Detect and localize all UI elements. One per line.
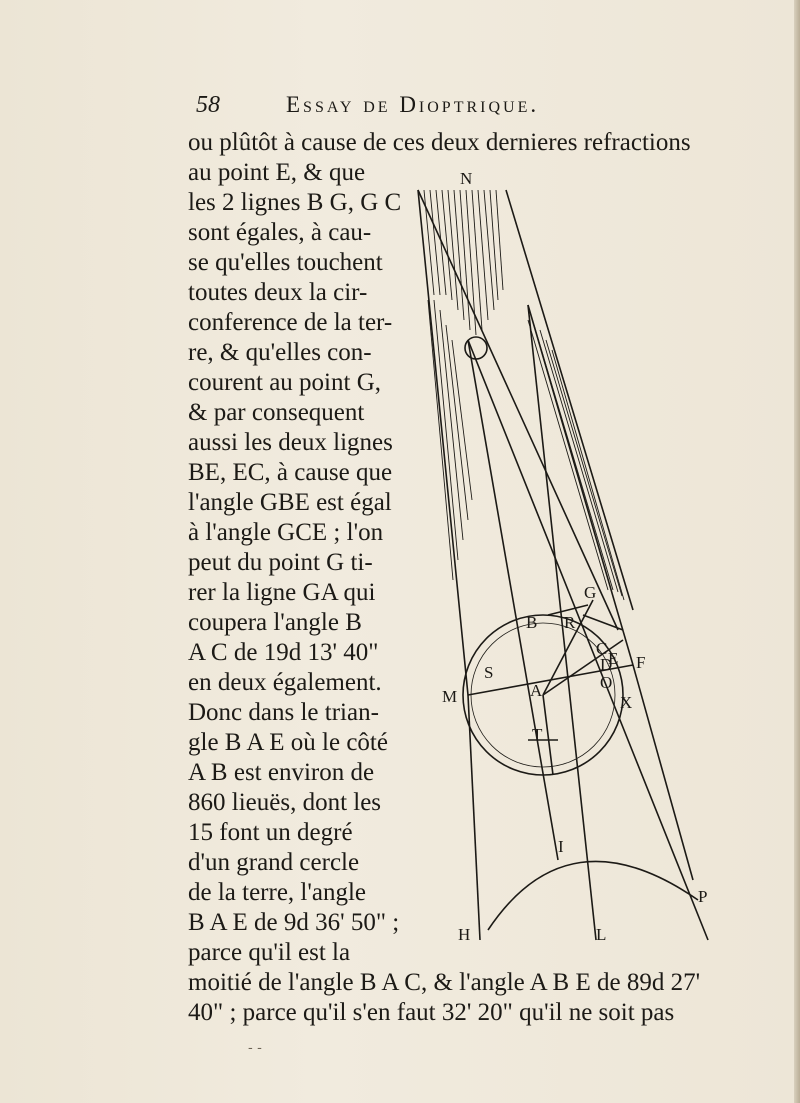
figure-svg (408, 160, 728, 960)
text-line: ou plûtôt à cause de ces deux dernieres refractions (188, 129, 691, 156)
lower-arc (488, 861, 698, 930)
text-line: rer la ligne GA qui (188, 579, 376, 606)
text-line: de la terre, l'angle (188, 879, 367, 906)
label-A: A (530, 681, 543, 700)
text-line: gle B A E où le côté (188, 729, 388, 756)
text-line: conference de la ter- (188, 309, 393, 336)
label-C: C (596, 639, 608, 658)
text-line: 40" ; parce qu'il s'en faut 32' 20" qu'il ne soit pas (188, 999, 675, 1026)
text-line: l'angle GBE est égal (188, 489, 392, 516)
text-line: se qu'elles touchent (188, 249, 383, 276)
text-line: Donc dans le trian- (188, 699, 379, 726)
text-line: d'un grand cercle (188, 849, 360, 876)
label-M: M (442, 687, 458, 706)
line-F-P (633, 665, 693, 880)
label-B: B (526, 613, 538, 632)
label-P: P (698, 887, 708, 906)
label-G: G (584, 583, 597, 602)
text-line: 860 lieuës, dont les (188, 789, 382, 816)
text-line: en deux également. (188, 669, 382, 696)
text-line: re, & qu'elles con- (188, 339, 372, 366)
text-line: A C de 19d 13' 40" (188, 639, 379, 666)
catchword: - - (248, 1040, 262, 1056)
sun-circle (465, 337, 487, 359)
text-line: BE, EC, à cause que (188, 459, 393, 486)
text-line: moitié de l'angle B A C, & l'angle A B E de 89d 27' (188, 969, 701, 996)
label-H: H (458, 925, 471, 944)
dioptric-figure (408, 160, 728, 960)
text-line: sont égales, à cau- (188, 219, 372, 246)
label-D: D (600, 655, 613, 674)
text-line: A B est environ de (188, 759, 375, 786)
text-line: peut du point G ti- (188, 549, 373, 576)
page-number: 58 (196, 92, 220, 118)
label-O: O (600, 673, 613, 692)
label-E: E (608, 649, 619, 668)
text-line: 15 font un degré (188, 819, 353, 846)
text-line: à l'angle GCE ; l'on (188, 519, 384, 546)
text-line: & par consequent (188, 399, 365, 426)
line-to-H (468, 695, 480, 940)
label-L: L (596, 925, 607, 944)
label-X: X (620, 693, 633, 712)
page-edge (794, 0, 800, 1103)
label-S: S (484, 663, 494, 682)
text-line: coupera l'angle B (188, 609, 362, 636)
line-to-I (468, 340, 558, 860)
text-line: aussi les deux lignes (188, 429, 393, 456)
text-line: toutes deux la cir- (188, 279, 368, 306)
text-line: courent au point G, (188, 369, 382, 396)
text-line: les 2 lignes B G, G C (188, 189, 402, 216)
running-title: Essay de Dioptrique. (286, 92, 540, 117)
label-N: N (460, 169, 473, 188)
text-line: parce qu'il est la (188, 939, 351, 966)
label-I: I (558, 837, 564, 856)
line-to-P (468, 340, 708, 940)
text-line: B A E de 9d 36' 50" ; (188, 909, 400, 936)
running-header (196, 92, 726, 122)
label-R: R (564, 613, 576, 632)
text-line: au point E, & que (188, 159, 366, 186)
label-T: T (532, 725, 543, 744)
line-N-G (506, 190, 633, 610)
label-F: F (636, 653, 646, 672)
